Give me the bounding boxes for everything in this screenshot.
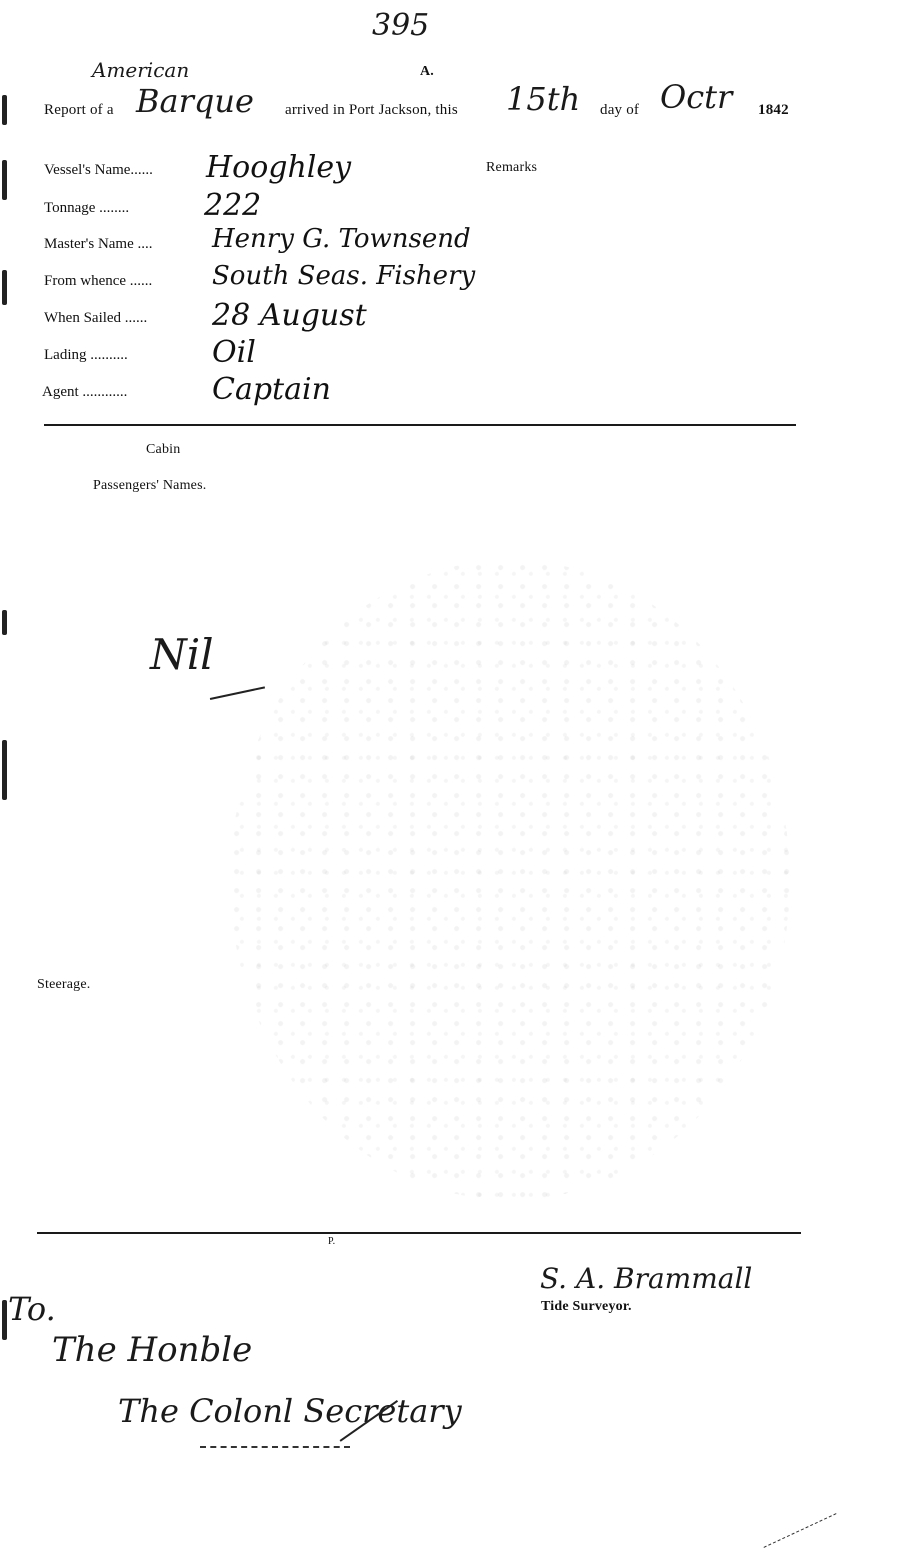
lading-row — [44, 335, 604, 371]
agent-label: Agent ............ — [42, 384, 128, 400]
remarks-label: Remarks — [486, 160, 538, 175]
faded-seal-stamp — [230, 560, 790, 1200]
nil-entry: Nil — [150, 630, 214, 679]
vessel-name-value: Hooghley — [206, 150, 352, 185]
report-label: Report of a — [44, 102, 114, 118]
address-line-2: The Colonl Secretary — [118, 1392, 462, 1430]
steerage-label: Steerage. — [37, 977, 91, 992]
passengers-names-label: Passengers' Names. — [93, 478, 207, 493]
surveyor-signature: S. A. Brammall — [540, 1262, 753, 1295]
agent-row — [42, 372, 604, 408]
arrival-month-entry: Octr — [660, 78, 733, 116]
corner-dotted-line — [764, 1513, 837, 1548]
tonnage-label: Tonnage ........ — [44, 200, 130, 216]
header-divider — [44, 424, 796, 426]
tonnage-row — [44, 188, 604, 224]
vessel-type-entry: Barque — [136, 82, 254, 120]
lading-value: Oil — [212, 335, 256, 370]
from-whence-row — [44, 261, 604, 297]
when-sailed-row — [44, 298, 604, 334]
footer-divider — [37, 1232, 801, 1234]
arrived-label: arrived in Port Jackson, this — [285, 102, 458, 118]
vessel-name-row — [44, 150, 604, 186]
master-row — [44, 224, 604, 260]
agent-value: Captain — [212, 372, 331, 407]
nil-underline — [210, 686, 265, 699]
arrival-year: 1842 — [758, 102, 789, 118]
surveyor-title: Tide Surveyor. — [541, 1299, 632, 1314]
nationality-entry: American — [92, 58, 190, 82]
from-whence-value: South Seas. Fishery — [212, 261, 476, 291]
master-value: Henry G. Townsend — [212, 224, 471, 254]
cabin-label: Cabin — [146, 442, 181, 457]
when-sailed-label: When Sailed ...... — [44, 310, 148, 326]
address-to: To. — [8, 1290, 56, 1328]
when-sailed-value: 28 August — [212, 298, 367, 333]
arrival-day-entry: 15th — [506, 80, 581, 118]
tonnage-value: 222 — [204, 188, 262, 223]
day-of-label: day of — [600, 102, 640, 118]
vessel-name-label: Vessel's Name...... — [44, 162, 153, 178]
address-dash-line — [200, 1446, 350, 1448]
from-whence-label: From whence ...... — [44, 273, 153, 289]
address-line-1: The Honble — [52, 1330, 253, 1370]
folio-number: 395 — [372, 8, 430, 43]
form-letter: A. — [420, 64, 435, 79]
lading-label: Lading .......... — [44, 347, 128, 363]
master-label: Master's Name .... — [44, 236, 153, 252]
small-mark: P. — [328, 1236, 336, 1247]
